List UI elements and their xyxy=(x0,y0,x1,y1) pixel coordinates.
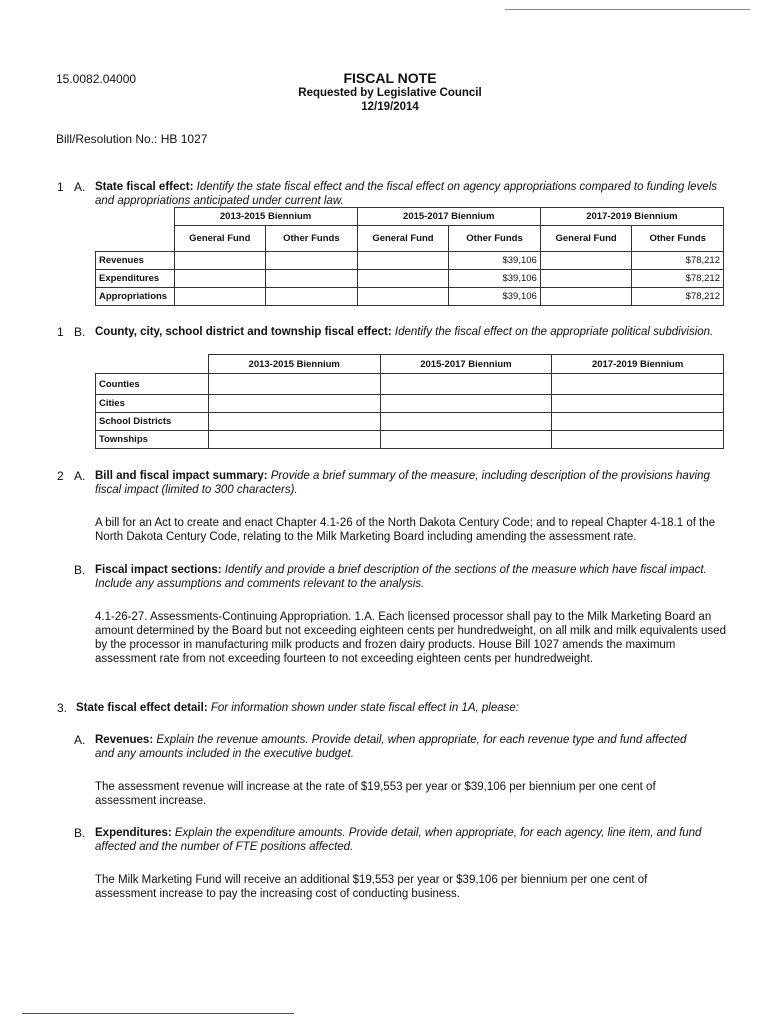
table-cell xyxy=(380,374,552,395)
section-1a-letter: A. xyxy=(74,180,86,194)
row-label: Counties xyxy=(96,374,209,395)
section-3a-text xyxy=(95,733,705,761)
section-2a-letter: A. xyxy=(74,469,86,483)
table-cell xyxy=(208,431,380,449)
column-header: Other Funds xyxy=(266,226,358,252)
table-cell xyxy=(380,413,552,431)
section-3b-body: The Milk Marketing Fund will receive an additional $19,553 per year or $39,106 per biennium per one cent of assessment increase to pay the increasing cost of conducting business. xyxy=(95,874,648,900)
section-3-heading: State fiscal effect detail: xyxy=(76,702,208,714)
table-cell: $78,212 xyxy=(632,270,724,288)
section-1a-heading: State fiscal effect: xyxy=(95,181,194,193)
table-cell xyxy=(266,288,358,306)
section-2a-instructions: Provide a brief summary of the measure, including description of the provisions having fiscal impact (limited to 300 characters). xyxy=(95,470,710,496)
row-label: Revenues xyxy=(96,252,175,270)
table-cell xyxy=(552,395,724,413)
section-3b-text xyxy=(95,826,725,854)
blank-cell xyxy=(96,226,175,252)
section-2b-heading: Fiscal impact sections: xyxy=(95,564,222,576)
row-label: Townships xyxy=(96,431,209,449)
table-cell xyxy=(208,395,380,413)
table-cell xyxy=(540,252,632,270)
table-cell xyxy=(174,270,266,288)
section-1b-instructions: Identify the fiscal effect on the appropriate political subdivision. xyxy=(394,326,714,338)
table-cell xyxy=(266,252,358,270)
section-1b-heading: County, city, school district and township fiscal effect: xyxy=(95,326,392,338)
section-3a-heading: Revenues: xyxy=(95,734,154,746)
table-cell xyxy=(552,374,724,395)
table-row xyxy=(96,374,724,395)
table-row xyxy=(96,288,724,306)
section-2b-instructions: Identify and provide a brief description of the sections of the measure which have fiscal impact. Include any assumptions and comments relevant to the analysis. xyxy=(95,564,707,590)
row-label: Cities xyxy=(96,395,209,413)
section-1b-number: 1 xyxy=(57,325,64,339)
biennium-header: 2013-2015 Biennium xyxy=(208,355,380,374)
table-cell xyxy=(357,288,449,306)
column-header: Other Funds xyxy=(449,226,541,252)
column-header: General Fund xyxy=(357,226,449,252)
section-3-instructions: For information shown under state fiscal effect in 1A, please: xyxy=(210,702,519,714)
section-3-text xyxy=(76,701,736,715)
doc-number: 15.0082.04000 xyxy=(56,72,137,86)
table-row xyxy=(96,395,724,413)
biennium-header: 2015-2017 Biennium xyxy=(380,355,552,374)
biennium-header: 2017-2019 Biennium xyxy=(540,208,723,226)
table-row xyxy=(96,252,724,270)
section-2a-text xyxy=(95,469,725,497)
top-rule xyxy=(505,9,750,10)
table-row xyxy=(96,270,724,288)
section-1b-letter: B. xyxy=(74,325,86,339)
requested-by: Requested by Legislative Council xyxy=(298,87,482,99)
table-cell xyxy=(266,270,358,288)
table-cell: $39,106 xyxy=(449,288,541,306)
table-cell xyxy=(552,413,724,431)
section-1a-instructions: Identify the state fiscal effect and the fiscal effect on agency appropriations compared to funding levels and appropriations anticipated under current law. xyxy=(95,181,718,207)
table-cell: $78,212 xyxy=(632,252,724,270)
table-cell xyxy=(540,288,632,306)
section-2a-heading: Bill and fiscal impact summary: xyxy=(95,470,268,482)
section-3a-letter: A. xyxy=(74,733,86,747)
section-2b-letter: B. xyxy=(74,563,86,577)
section-2b-text xyxy=(95,563,725,591)
biennium-header: 2013-2015 Biennium xyxy=(174,208,357,226)
table-cell xyxy=(174,252,266,270)
table-cell xyxy=(357,270,449,288)
state-fiscal-table xyxy=(95,207,724,306)
section-1a-number: 1 xyxy=(57,180,64,194)
table-cell xyxy=(540,270,632,288)
bottom-rule xyxy=(22,1013,294,1014)
section-2b-body: 4.1-26-27. Assessments-Continuing Appropriation. 1.A. Each licensed processor shall pay to the Milk Marketing Board an amount determined by the Board but not exceeding eighteen cents per hundredweight, on all milk and milk equivalents used by the processor in manufacturing milk products and frozen dairy products. House Bill 1027 amends the maximum assessment rate from not exceeding fourteen to not exceeding eighteen cents per hundredweight. xyxy=(95,611,726,665)
table-cell: $39,106 xyxy=(449,252,541,270)
column-header: General Fund xyxy=(540,226,632,252)
table-header-row xyxy=(96,208,724,226)
section-1b-text xyxy=(95,325,725,339)
table-cell xyxy=(208,413,380,431)
blank-cell xyxy=(96,355,209,374)
section-3-number: 3. xyxy=(57,701,68,715)
section-3b-heading: Expenditures: xyxy=(95,827,172,839)
section-1a-text xyxy=(95,180,735,208)
blank-cell xyxy=(96,208,175,226)
section-2a-body: A bill for an Act to create and enact Chapter 4.1-26 of the North Dakota Century Code; and to repeal Chapter 4-18.1 of the North Dakota Century Code, relating to the Milk Marketing Board including amending the assessment rate. xyxy=(95,517,716,543)
table-subheader-row xyxy=(96,226,724,252)
table-cell: $39,106 xyxy=(449,270,541,288)
column-header: General Fund xyxy=(174,226,266,252)
table-cell xyxy=(174,288,266,306)
row-label: Expenditures xyxy=(96,270,175,288)
table-cell xyxy=(552,431,724,449)
section-3b-letter: B. xyxy=(74,826,86,840)
bill-number: Bill/Resolution No.: HB 1027 xyxy=(56,132,208,146)
table-cell: $78,212 xyxy=(632,288,724,306)
table-row xyxy=(96,431,724,449)
biennium-header: 2017-2019 Biennium xyxy=(552,355,724,374)
section-3b-instructions: Explain the expenditure amounts. Provide detail, when appropriate, for each agency, line item, and fund affected and the number of FTE positions affected. xyxy=(95,827,702,853)
biennium-header: 2015-2017 Biennium xyxy=(357,208,540,226)
section-2a-number: 2 xyxy=(57,469,64,483)
title-block xyxy=(240,70,540,114)
section-3a-instructions: Explain the revenue amounts. Provide detail, when appropriate, for each revenue type and fund affected and any amounts included in the executive budget. xyxy=(95,734,687,760)
row-label: School Districts xyxy=(96,413,209,431)
page-title: FISCAL NOTE xyxy=(343,70,437,86)
table-row xyxy=(96,413,724,431)
column-header: Other Funds xyxy=(632,226,724,252)
note-date: 12/19/2014 xyxy=(361,101,419,113)
table-header-row xyxy=(96,355,724,374)
row-label: Appropriations xyxy=(96,288,175,306)
local-fiscal-table xyxy=(95,354,724,449)
table-cell xyxy=(380,395,552,413)
section-3a-body: The assessment revenue will increase at the rate of $19,553 per year or $39,106 per biennium per one cent of assessment increase. xyxy=(95,781,656,807)
table-cell xyxy=(208,374,380,395)
table-cell xyxy=(380,431,552,449)
table-cell xyxy=(357,252,449,270)
